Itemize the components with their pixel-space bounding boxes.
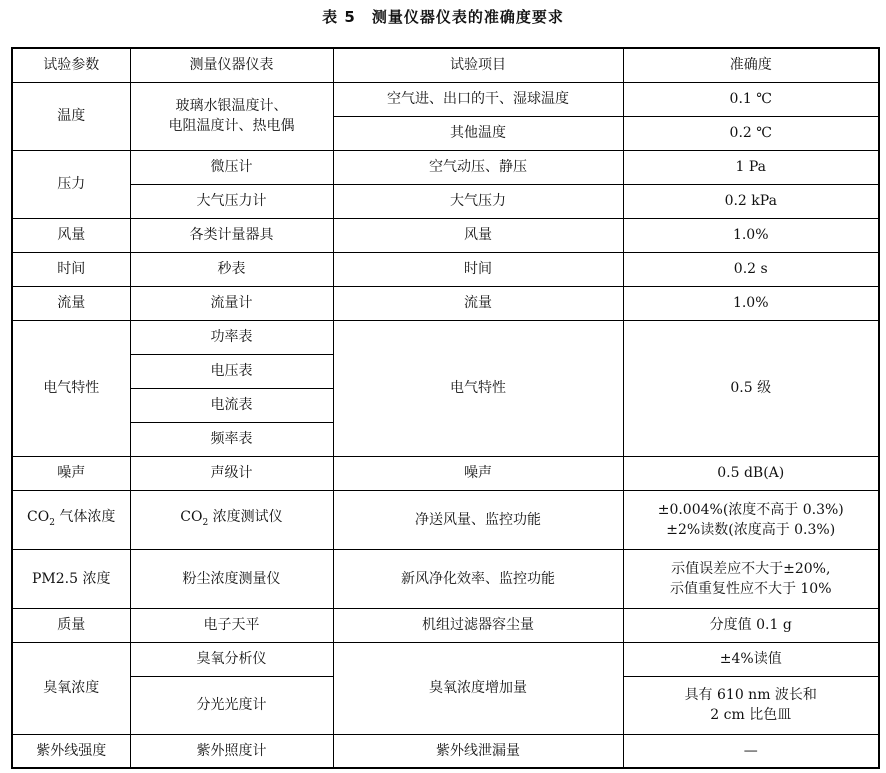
- table-row: [12, 218, 879, 252]
- table-row: [12, 320, 879, 354]
- param-cell: 温度: [12, 82, 130, 150]
- accuracy-line: ±0.004%(浓度不高于 0.3%): [657, 501, 844, 518]
- table-row: [12, 642, 879, 676]
- item-cell: 风量: [333, 218, 623, 252]
- accuracy-cell: 0.5 级: [623, 320, 879, 456]
- accuracy-cell: 0.2 s: [623, 252, 879, 286]
- accuracy-cell: 1.0%: [623, 286, 879, 320]
- item-cell: 其他温度: [333, 116, 623, 150]
- accuracy-line: 示值误差应不大于±20%,: [671, 560, 831, 577]
- item-cell: 新风净化效率、监控功能: [333, 549, 623, 608]
- table-row: [12, 150, 879, 184]
- param-cell: 压力: [12, 150, 130, 218]
- accuracy-cell: 0.1 ℃: [623, 82, 879, 116]
- accuracy-cell: 1.0%: [623, 218, 879, 252]
- param-text: 气体浓度: [54, 508, 116, 525]
- param-cell: PM2.5 浓度: [12, 549, 130, 608]
- instrument-cell: 秒表: [130, 252, 333, 286]
- instrument-cell: 电流表: [130, 388, 333, 422]
- item-cell: 空气进、出口的干、湿球温度: [333, 82, 623, 116]
- table-row: [12, 734, 879, 768]
- param-text: CO: [27, 508, 50, 525]
- instrument-cell: 紫外照度计: [130, 734, 333, 768]
- item-cell: 电气特性: [333, 320, 623, 456]
- accuracy-cell: ±4%读值: [623, 642, 879, 676]
- table-row: [12, 286, 879, 320]
- accuracy-line: 2 cm 比色皿: [710, 707, 792, 723]
- accuracy-cell: 0.5 dB(A): [623, 456, 879, 490]
- instrument-line: 电阻温度计、热电偶: [168, 118, 295, 134]
- instrument-cell: 微压计: [130, 150, 333, 184]
- instrument-cell: 电压表: [130, 354, 333, 388]
- accuracy-cell: [623, 490, 879, 549]
- accuracy-cell: —: [623, 734, 879, 768]
- param-cell: 质量: [12, 608, 130, 642]
- table-row: [12, 456, 879, 490]
- accuracy-cell: 分度值 0.1 g: [623, 608, 879, 642]
- param-cell: 电气特性: [12, 320, 130, 456]
- param-cell: 紫外线强度: [12, 734, 130, 768]
- instrument-cell: 粉尘浓度测量仪: [130, 549, 333, 608]
- table-caption: 表 5 测量仪器仪表的准确度要求: [322, 8, 564, 26]
- accuracy-cell: [623, 549, 879, 608]
- instrument-line: 玻璃水银温度计、: [175, 98, 288, 114]
- table-row: [12, 608, 879, 642]
- header-accuracy: 准确度: [623, 48, 879, 82]
- item-cell: 净送风量、监控功能: [333, 490, 623, 549]
- header-param: 试验参数: [12, 48, 130, 82]
- item-cell: 流量: [333, 286, 623, 320]
- instrument-cell: 功率表: [130, 320, 333, 354]
- param-cell: 时间: [12, 252, 130, 286]
- instrument-cell: 大气压力计: [130, 184, 333, 218]
- instrument-cell: 臭氧分析仪: [130, 642, 333, 676]
- accuracy-line: ±2%读数(浓度高于 0.3%): [666, 521, 836, 538]
- subscript: 2: [202, 517, 209, 528]
- table-row: [12, 549, 879, 608]
- instrument-cell: 流量计: [130, 286, 333, 320]
- instrument-text: 浓度测试仪: [208, 508, 283, 525]
- table-row: [12, 82, 879, 116]
- item-cell: 机组过滤器容尘量: [333, 608, 623, 642]
- param-cell: [12, 490, 130, 549]
- item-cell: 时间: [333, 252, 623, 286]
- accuracy-line: 具有 610 nm 波长和: [684, 687, 817, 703]
- item-cell: 噪声: [333, 456, 623, 490]
- item-cell: 大气压力: [333, 184, 623, 218]
- instrument-cell: [130, 490, 333, 549]
- table-header-row: [12, 48, 879, 82]
- instrument-text: CO: [180, 508, 203, 525]
- item-cell: 空气动压、静压: [333, 150, 623, 184]
- accuracy-cell: 1 Pa: [623, 150, 879, 184]
- accuracy-line: 示值重复性应不大于 10%: [669, 580, 832, 597]
- subscript: 2: [49, 517, 55, 528]
- table-row: [12, 490, 879, 549]
- instrument-cell: [130, 82, 333, 150]
- item-cell: 臭氧浓度增加量: [333, 642, 623, 734]
- param-cell: 噪声: [12, 456, 130, 490]
- accuracy-table: [11, 47, 880, 769]
- item-cell: 紫外线泄漏量: [333, 734, 623, 768]
- param-cell: 流量: [12, 286, 130, 320]
- param-cell: 风量: [12, 218, 130, 252]
- header-instrument: 测量仪器仪表: [130, 48, 333, 82]
- accuracy-cell: 0.2 ℃: [623, 116, 879, 150]
- param-cell: 臭氧浓度: [12, 642, 130, 734]
- instrument-cell: 各类计量器具: [130, 218, 333, 252]
- instrument-cell: 频率表: [130, 422, 333, 456]
- accuracy-cell: [623, 676, 879, 734]
- table-row: [12, 184, 879, 218]
- table-row: [12, 252, 879, 286]
- header-item: 试验项目: [333, 48, 623, 82]
- accuracy-cell: 0.2 kPa: [623, 184, 879, 218]
- instrument-cell: 分光光度计: [130, 676, 333, 734]
- instrument-cell: 声级计: [130, 456, 333, 490]
- instrument-cell: 电子天平: [130, 608, 333, 642]
